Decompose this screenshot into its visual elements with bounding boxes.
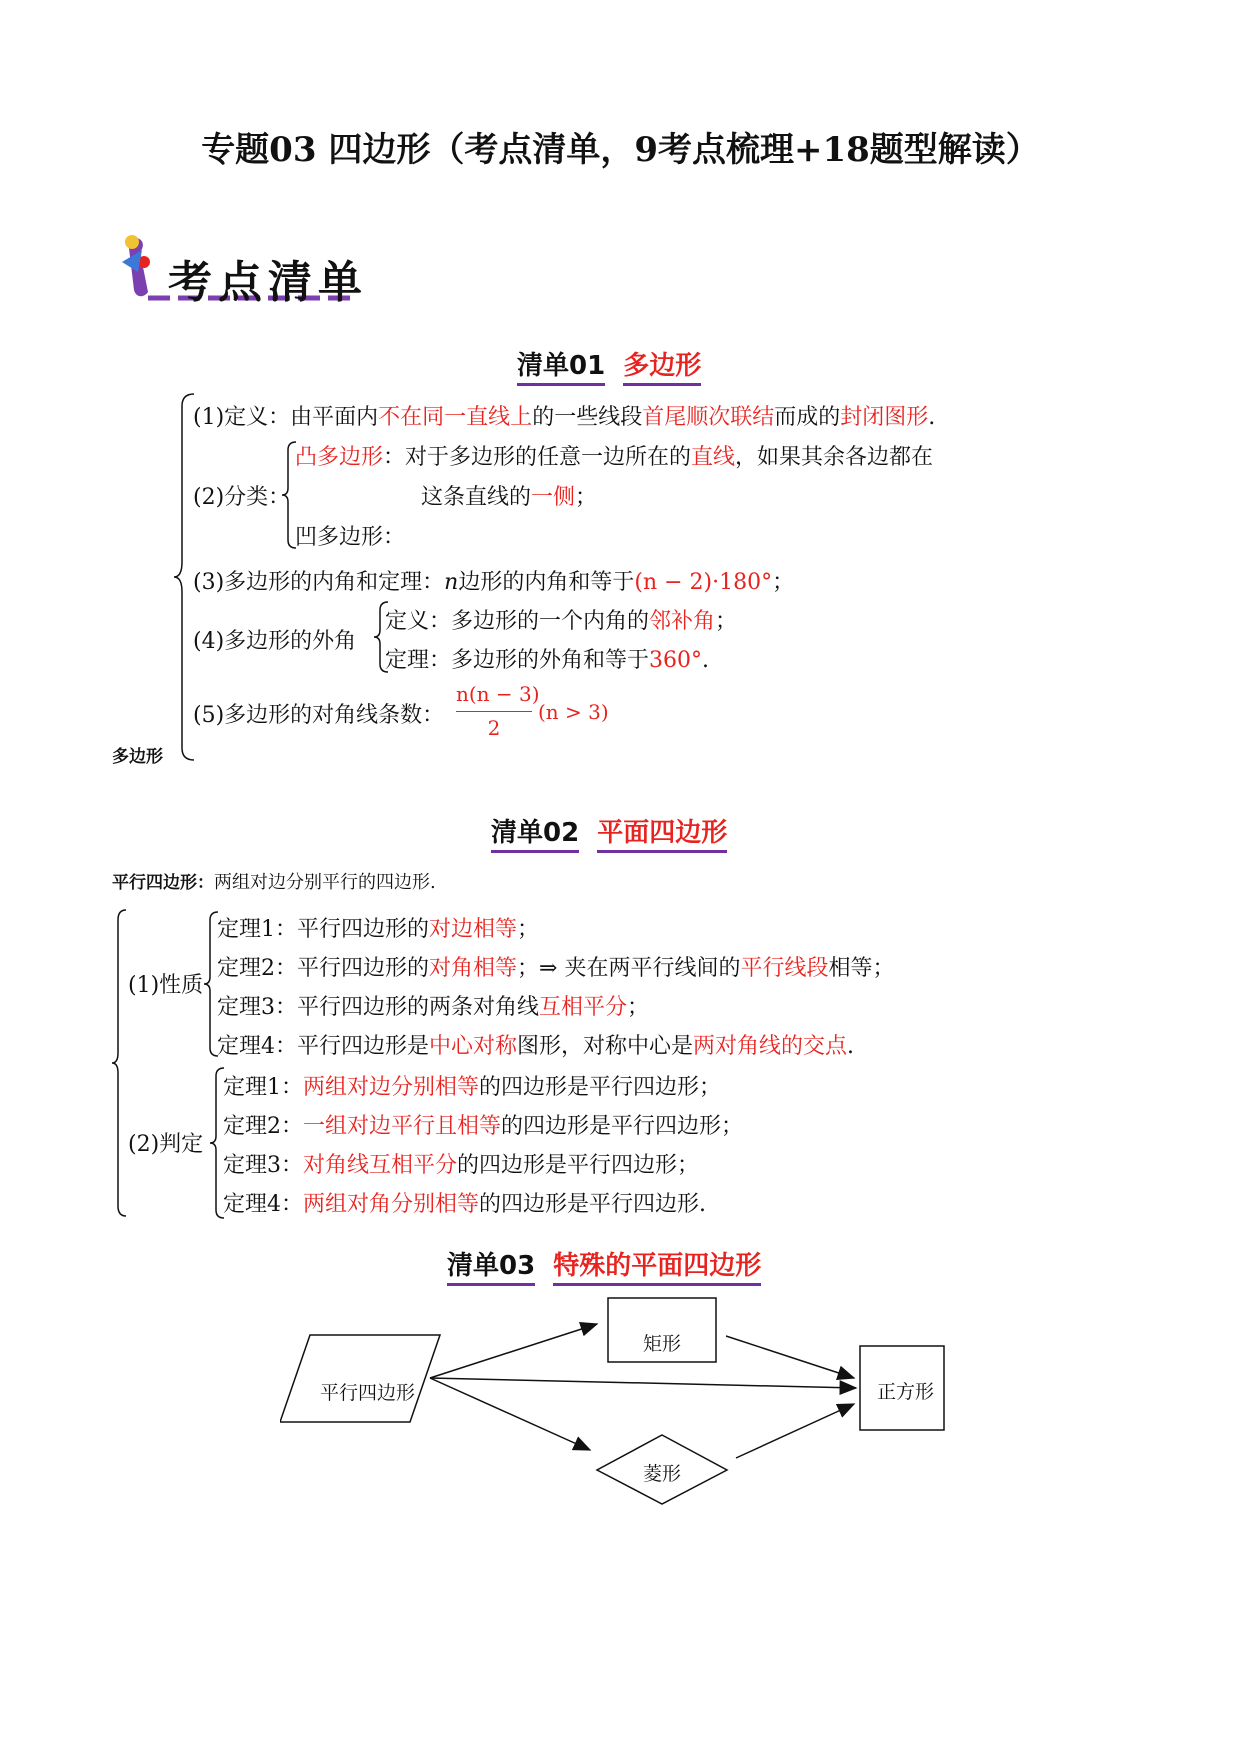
convex-polygon-cont: 这条直线的一侧； bbox=[421, 485, 598, 510]
property-1: 定理1：平行四边形的对边相等； bbox=[217, 917, 540, 942]
page-title: 专题03 四边形（考点清单，9考点梳理+18题型解读） bbox=[201, 130, 1040, 170]
interior-angle-sum: (3)多边形的内角和定理：n边形的内角和等于(n − 2)·180°； bbox=[193, 570, 795, 595]
criterion-1: 定理1：两组对边分别相等的四边形是平行四边形； bbox=[223, 1075, 722, 1100]
rectangle-label: 矩形 bbox=[643, 1333, 682, 1355]
parallelogram-definition: 平行四边形：两组对边分别平行的四边形. bbox=[112, 872, 436, 893]
criterion-3: 定理3：对角线互相平分的四边形是平行四边形； bbox=[223, 1153, 700, 1178]
arrow-to-rectangle bbox=[430, 1324, 597, 1378]
criterion-4: 定理4：两组对角分别相等的四边形是平行四边形. bbox=[223, 1192, 707, 1217]
diagonal-fraction-numerator: n(n − 3) bbox=[456, 682, 540, 706]
fraction-bar bbox=[456, 711, 532, 712]
classification-label: (2)分类： bbox=[193, 485, 291, 510]
criterion-2: 定理2：一组对边平行且相等的四边形是平行四边形； bbox=[223, 1114, 744, 1139]
properties-label: (1)性质 bbox=[128, 973, 204, 998]
exterior-angle-theorem: 定理：多边形的外角和等于360°. bbox=[385, 648, 710, 673]
section-3-heading: 清单03 特殊的平面四边形 bbox=[447, 1245, 761, 1282]
section-1-heading: 清单01 多边形 bbox=[517, 345, 701, 382]
property-4: 定理4：平行四边形是中心对称图形，对称中心是两对角线的交点. bbox=[217, 1034, 855, 1059]
section-2-outer-brace bbox=[112, 908, 128, 1218]
root-label: 多边形 bbox=[112, 747, 163, 767]
section-2-heading: 清单02 平面四边形 bbox=[491, 812, 727, 849]
exterior-angle-def: 定义：多边形的一个内角的邻补角； bbox=[385, 609, 738, 634]
property-2: 定理2：平行四边形的对角相等；⇒ 夹在两平行线间的平行线段相等； bbox=[217, 956, 895, 981]
diagonal-fraction-denominator: 2 bbox=[487, 716, 501, 740]
diagonal-count-label: (5)多边形的对角线条数： bbox=[193, 703, 445, 728]
convex-polygon: 凸多边形：对于多边形的任意一边所在的直线，如果其余各边都在 bbox=[295, 445, 934, 470]
arrow-to-square bbox=[430, 1378, 856, 1388]
arrow-rect-to-square bbox=[726, 1336, 854, 1378]
rhombus-label: 菱形 bbox=[643, 1463, 682, 1485]
criteria-label: (2)判定 bbox=[128, 1132, 204, 1157]
parallelogram-label: 平行四边形 bbox=[320, 1382, 416, 1404]
square-label: 正方形 bbox=[877, 1381, 935, 1403]
arrow-to-rhombus bbox=[430, 1378, 590, 1450]
concave-polygon: 凹多边形： bbox=[295, 525, 406, 550]
exterior-angle-label: (4)多边形的外角 bbox=[193, 629, 357, 654]
polygon-definition: (1)定义：由平面内不在同一直线上的一些线段首尾顺次联结而成的封闭图形. bbox=[193, 405, 936, 430]
arrow-rhombus-to-square bbox=[736, 1404, 854, 1458]
diagonal-condition: (n > 3) bbox=[538, 700, 609, 724]
logo-text: 考点清单 bbox=[168, 257, 368, 308]
property-3: 定理3：平行四边形的两条对角线互相平分； bbox=[217, 995, 650, 1020]
